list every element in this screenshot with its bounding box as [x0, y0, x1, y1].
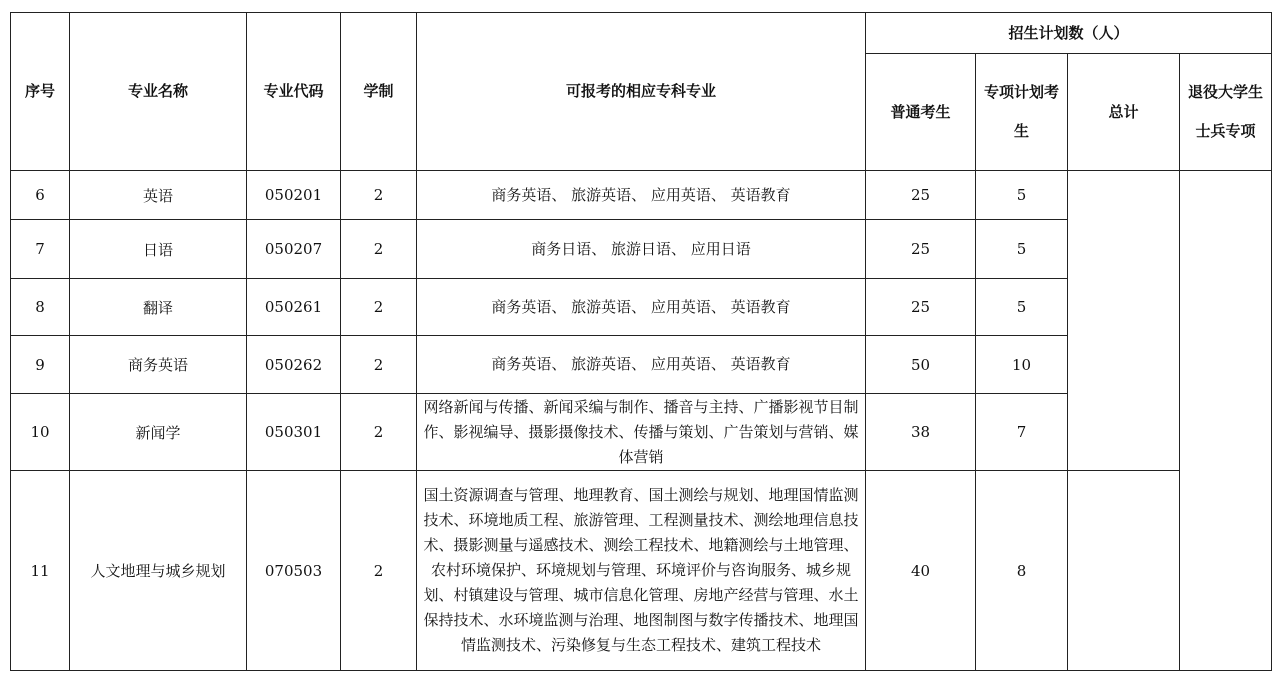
cell-index: 6	[11, 171, 70, 220]
cell-index: 11	[11, 471, 70, 671]
header-regular	[866, 54, 976, 171]
cell-index: 8	[11, 279, 70, 336]
cell-duration: 2	[341, 171, 417, 220]
cell-special: 7	[976, 394, 1068, 471]
header-major-name: 专业名称	[70, 13, 247, 171]
cell-total-merged	[1068, 171, 1180, 471]
cell-eligible-majors: 商务英语、 旅游英语、 应用英语、 英语教育	[417, 336, 866, 394]
header-row-1	[11, 13, 1272, 54]
cell-regular: 25	[866, 171, 976, 220]
cell-major-name: 商务英语	[70, 336, 247, 394]
header-duration: 学制	[341, 13, 417, 171]
cell-major-code: 050207	[247, 220, 341, 279]
cell-special: 10	[976, 336, 1068, 394]
cell-special: 5	[976, 220, 1068, 279]
header-veteran-label: 退役大学生士兵专项	[1187, 83, 1263, 140]
cell-major-code: 050301	[247, 394, 341, 471]
cell-special: 8	[976, 471, 1068, 671]
cell-duration: 2	[341, 279, 417, 336]
cell-major-name: 日语	[70, 220, 247, 279]
cell-major-code: 050201	[247, 171, 341, 220]
header-special-label: 专项计划考生	[983, 83, 1059, 140]
cell-regular: 25	[866, 279, 976, 336]
cell-major-name: 人文地理与城乡规划	[70, 471, 247, 671]
cell-major-name: 新闻学	[70, 394, 247, 471]
header-regular-label: 普通考生	[890, 102, 951, 121]
cell-duration: 2	[341, 471, 417, 671]
cell-eligible-majors: 国土资源调查与管理、地理教育、国土测绘与规划、地理国情监测技术、环境地质工程、旅游管理、工程测量技术、测绘地理信息技术、摄影测量与遥感技术、测绘工程技术、地籍测绘与土地管理、农村环境保护、环境规划与管理、环境评价与咨询服务、城乡规划、村镇建设与管理、城市信息化管理、房地产经营与管理、水土保持技术、水环境监测与治理、地图制图与数字传播技术、地理国情监测技术、污染修复与生态工程技术、建筑工程技术	[417, 471, 866, 671]
header-plan-group: 招生计划数（人）	[866, 13, 1272, 54]
header-eligible-majors: 可报考的相应专科专业	[417, 13, 866, 171]
cell-eligible-majors: 网络新闻与传播、新闻采编与制作、播音与主持、广播影视节目制作、影视编导、摄影摄像技术、传播与策划、广告策划与营销、媒体营销	[417, 394, 866, 471]
cell-index: 10	[11, 394, 70, 471]
cell-total	[1068, 471, 1180, 671]
cell-major-code: 050261	[247, 279, 341, 336]
cell-major-code: 050262	[247, 336, 341, 394]
cell-regular: 25	[866, 220, 976, 279]
header-total: 总计	[1068, 54, 1180, 171]
cell-eligible-majors: 商务日语、 旅游日语、 应用日语	[417, 220, 866, 279]
header-veteran	[1180, 54, 1272, 171]
cell-special: 5	[976, 171, 1068, 220]
cell-major-name: 翻译	[70, 279, 247, 336]
enrollment-plan-table	[10, 12, 1272, 671]
cell-index: 9	[11, 336, 70, 394]
cell-veteran-merged	[1180, 171, 1272, 671]
cell-major-code: 070503	[247, 471, 341, 671]
cell-eligible-majors: 商务英语、 旅游英语、 应用英语、 英语教育	[417, 171, 866, 220]
cell-major-name: 英语	[70, 171, 247, 220]
cell-index: 7	[11, 220, 70, 279]
cell-regular: 50	[866, 336, 976, 394]
header-major-code: 专业代码	[247, 13, 341, 171]
cell-regular: 40	[866, 471, 976, 671]
table-row	[11, 471, 1272, 671]
cell-regular: 38	[866, 394, 976, 471]
header-index: 序号	[11, 13, 70, 171]
cell-special: 5	[976, 279, 1068, 336]
table-row	[11, 171, 1272, 220]
cell-duration: 2	[341, 394, 417, 471]
cell-duration: 2	[341, 336, 417, 394]
cell-eligible-majors: 商务英语、 旅游英语、 应用英语、 英语教育	[417, 279, 866, 336]
cell-duration: 2	[341, 220, 417, 279]
header-special	[976, 54, 1068, 171]
